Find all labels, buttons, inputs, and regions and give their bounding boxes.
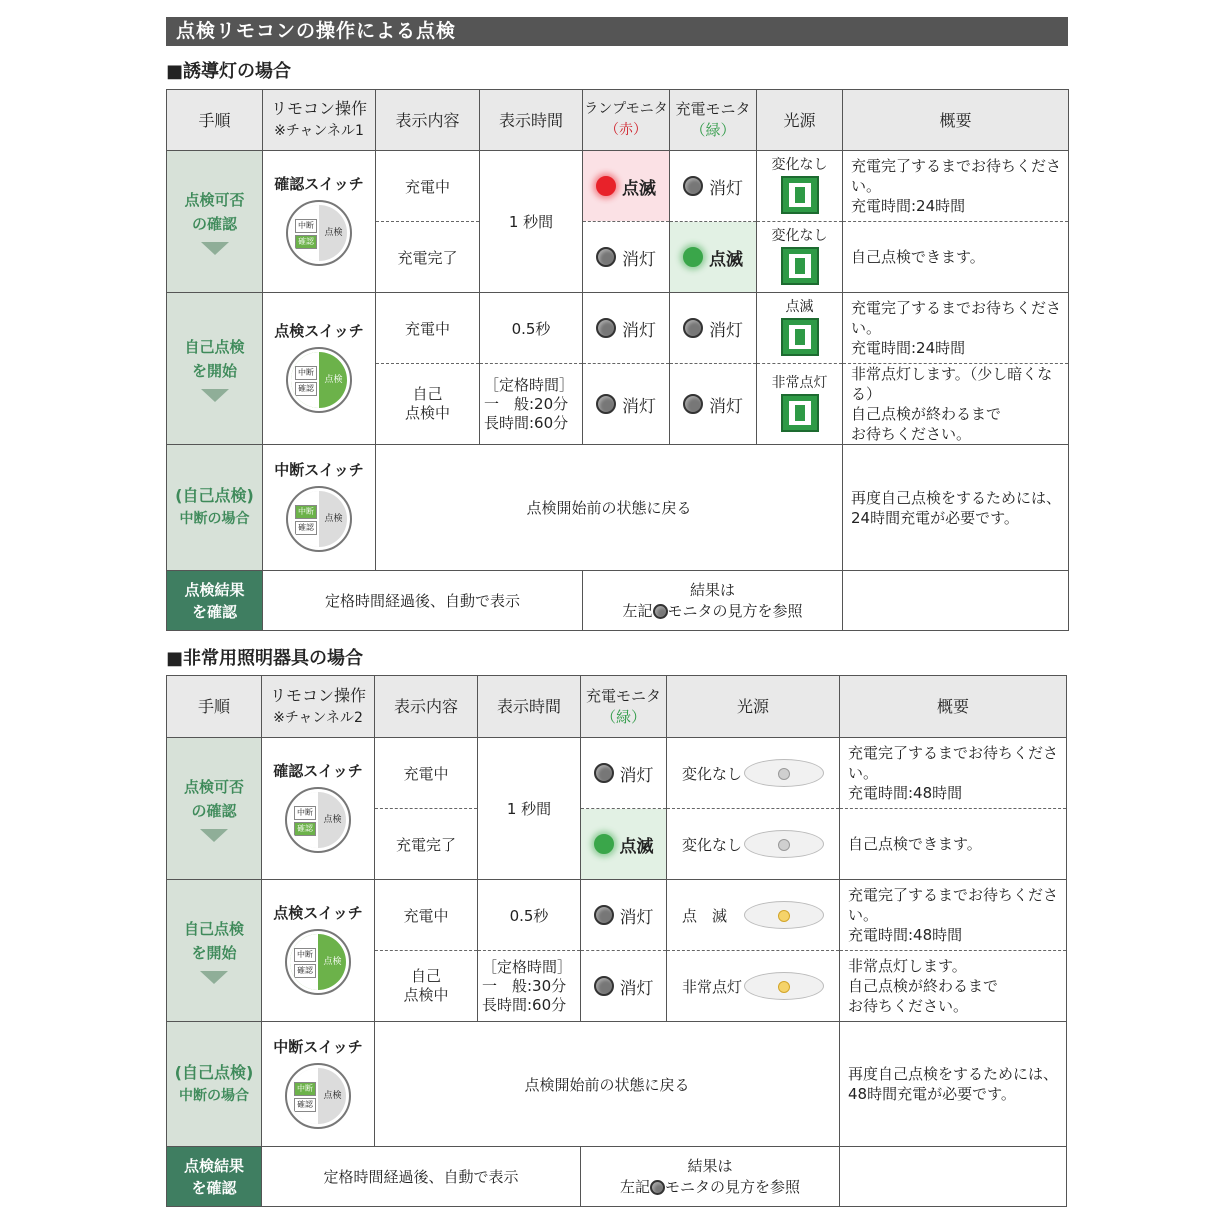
charge-monitor: 消灯	[670, 151, 757, 222]
ceiling-light-off-icon	[744, 759, 824, 787]
col-disp: 表示内容	[375, 676, 478, 738]
step-check-availability: 点検可否 の確認	[167, 738, 262, 880]
interrupt-result: 点検開始前の状態に戻る	[375, 1022, 840, 1147]
confirm-switch-cell: 確認スイッチ 中断 確認 点検	[262, 738, 375, 880]
page-title: 点検リモコンの操作による点検	[166, 17, 1068, 46]
summary-empty	[843, 571, 1069, 631]
step-check-availability: 点検可否 の確認	[167, 151, 263, 293]
table-row	[167, 151, 1069, 222]
col-disp: 表示内容	[376, 90, 480, 151]
lamp-off-icon	[594, 905, 614, 925]
col-op: リモコン操作 ※チャンネル1	[263, 90, 376, 151]
col-light: 光源	[667, 676, 840, 738]
display-content: 充電中	[375, 738, 478, 809]
lamp-off-icon	[683, 394, 703, 414]
table-row	[167, 1147, 1067, 1207]
summary: 再度自己点検をするためには、 24時間充電が必要です。	[843, 445, 1069, 571]
summary-empty	[840, 1147, 1067, 1207]
auto-display: 定格時間経過後、自動で表示	[262, 1147, 581, 1207]
summary: 充電完了するまでお待ちください。 充電時間:24時間	[843, 151, 1069, 222]
col-op: リモコン操作 ※チャンネル2	[262, 676, 375, 738]
red-lamp-blink-icon	[596, 176, 616, 196]
col-time: 表示時間	[480, 90, 583, 151]
lamp-icon	[650, 1180, 665, 1195]
step-interrupt: (自己点検) 中断の場合	[167, 1022, 262, 1147]
stop-switch-cell: 中断スイッチ 中断 確認 点検	[263, 445, 376, 571]
lamp-off-icon	[596, 247, 616, 267]
light-source: 点滅	[757, 293, 843, 364]
col-step: 手順	[167, 90, 263, 151]
col-step: 手順	[167, 676, 262, 738]
light-source: 変化なし	[667, 809, 840, 880]
step-check-result: 点検結果 を確認	[167, 571, 263, 631]
table-row	[167, 880, 1067, 951]
confirm-switch-cell: 確認スイッチ 中断 確認 点検	[263, 151, 376, 293]
guide-light-table	[166, 89, 1069, 631]
light-source: 非常点灯	[757, 364, 843, 445]
section-heading-guide-light: ■誘導灯の場合	[166, 61, 292, 82]
charge-monitor: 点滅	[581, 809, 667, 880]
header-row	[167, 676, 1067, 738]
display-time: 1 秒間	[480, 151, 583, 293]
summary: 充電完了するまでお待ちください。 充電時間:24時間	[843, 293, 1069, 364]
lamp-off-icon	[683, 176, 703, 196]
ceiling-light-off-icon	[744, 830, 824, 858]
light-source: 点 滅	[667, 880, 840, 951]
summary: 自己点検できます。	[843, 222, 1069, 293]
lamp-off-icon	[594, 763, 614, 783]
exit-sign-icon	[781, 394, 819, 432]
result-reference: 結果は 左記 モニタの見方を参照	[581, 1147, 840, 1207]
remote-confirm-icon[interactable]: 中断 確認 点検	[285, 787, 351, 853]
lamp-monitor: 消灯	[583, 293, 670, 364]
exit-sign-icon	[781, 176, 819, 214]
charge-monitor: 消灯	[581, 951, 667, 1022]
green-lamp-blink-icon	[594, 834, 614, 854]
lamp-off-icon	[594, 976, 614, 996]
ceiling-light-blink-icon	[744, 901, 824, 929]
col-time: 表示時間	[478, 676, 581, 738]
interrupt-result: 点検開始前の状態に戻る	[376, 445, 843, 571]
inspect-switch-cell: 点検スイッチ 中断 確認 点検	[263, 293, 376, 445]
down-arrow-icon	[201, 389, 229, 402]
display-time: ［定格時間］ 一 般:20分 長時間:60分	[480, 364, 583, 445]
emergency-light-table	[166, 675, 1067, 1207]
display-content: 充電中	[376, 293, 480, 364]
remote-inspect-icon[interactable]: 中断 確認 点検	[285, 929, 351, 995]
col-charge: 充電モニタ （緑）	[581, 676, 667, 738]
charge-monitor: 消灯	[581, 880, 667, 951]
col-lamp: ランプモニタ （赤）	[583, 90, 670, 151]
display-time: 0.5秒	[478, 880, 581, 951]
exit-sign-blink-icon	[781, 318, 819, 356]
table-row	[167, 738, 1067, 809]
light-source: 変化なし	[757, 222, 843, 293]
down-arrow-icon	[201, 242, 229, 255]
col-charge: 充電モニタ （緑）	[670, 90, 757, 151]
display-content: 自己 点検中	[375, 951, 478, 1022]
charge-monitor: 消灯	[581, 738, 667, 809]
charge-monitor: 点滅	[670, 222, 757, 293]
summary: 非常点灯します。 自己点検が終わるまで お待ちください。	[840, 951, 1067, 1022]
light-source: 変化なし	[757, 151, 843, 222]
green-lamp-blink-icon	[683, 247, 703, 267]
exit-sign-icon	[781, 247, 819, 285]
display-content: 充電完了	[375, 809, 478, 880]
lamp-off-icon	[683, 318, 703, 338]
remote-inspect-icon[interactable]: 中断 確認 点検	[286, 347, 352, 413]
lamp-off-icon	[596, 318, 616, 338]
remote-stop-icon[interactable]: 中断 確認 点検	[286, 486, 352, 552]
step-start-self-check: 自己点検 を開始	[167, 293, 263, 445]
table-row	[167, 1022, 1067, 1147]
lamp-monitor: 消灯	[583, 222, 670, 293]
light-source: 変化なし	[667, 738, 840, 809]
light-source: 非常点灯	[667, 951, 840, 1022]
step-interrupt: (自己点検) 中断の場合	[167, 445, 263, 571]
table-row	[167, 445, 1069, 571]
summary: 自己点検できます。	[840, 809, 1067, 880]
charge-monitor: 消灯	[670, 293, 757, 364]
charge-monitor: 消灯	[670, 364, 757, 445]
table-row	[167, 293, 1069, 364]
header-row	[167, 90, 1069, 151]
stop-switch-cell: 中断スイッチ 中断 確認 点検	[262, 1022, 375, 1147]
summary: 充電完了するまでお待ちください。 充電時間:48時間	[840, 738, 1067, 809]
ceiling-light-emergency-icon	[744, 972, 824, 1000]
section-heading-emergency-light: ■非常用照明器具の場合	[166, 648, 364, 669]
result-reference: 結果は 左記 モニタの見方を参照	[583, 571, 843, 631]
col-summary: 概要	[843, 90, 1069, 151]
table-row	[167, 571, 1069, 631]
summary: 充電完了するまでお待ちください。 充電時間:48時間	[840, 880, 1067, 951]
col-light: 光源	[757, 90, 843, 151]
step-check-result: 点検結果 を確認	[167, 1147, 262, 1207]
lamp-monitor: 消灯	[583, 364, 670, 445]
lamp-icon	[653, 604, 668, 619]
down-arrow-icon	[200, 971, 228, 984]
display-content: 自己 点検中	[376, 364, 480, 445]
remote-stop-icon[interactable]: 中断 確認 点検	[285, 1063, 351, 1129]
display-time: 1 秒間	[478, 738, 581, 880]
summary: 再度自己点検をするためには、 48時間充電が必要です。	[840, 1022, 1067, 1147]
col-summary: 概要	[840, 676, 1067, 738]
down-arrow-icon	[200, 829, 228, 842]
display-time: ［定格時間］ 一 般:30分 長時間:60分	[478, 951, 581, 1022]
display-content: 充電中	[376, 151, 480, 222]
display-time: 0.5秒	[480, 293, 583, 364]
summary: 非常点灯します。（少し暗くなる） 自己点検が終わるまで お待ちください。	[843, 364, 1069, 445]
auto-display: 定格時間経過後、自動で表示	[263, 571, 583, 631]
display-content: 充電中	[375, 880, 478, 951]
lamp-off-icon	[596, 394, 616, 414]
lamp-monitor: 点滅	[583, 151, 670, 222]
display-content: 充電完了	[376, 222, 480, 293]
remote-confirm-icon[interactable]: 中断 確認 点検	[286, 200, 352, 266]
inspect-switch-cell: 点検スイッチ 中断 確認 点検	[262, 880, 375, 1022]
step-start-self-check: 自己点検 を開始	[167, 880, 262, 1022]
